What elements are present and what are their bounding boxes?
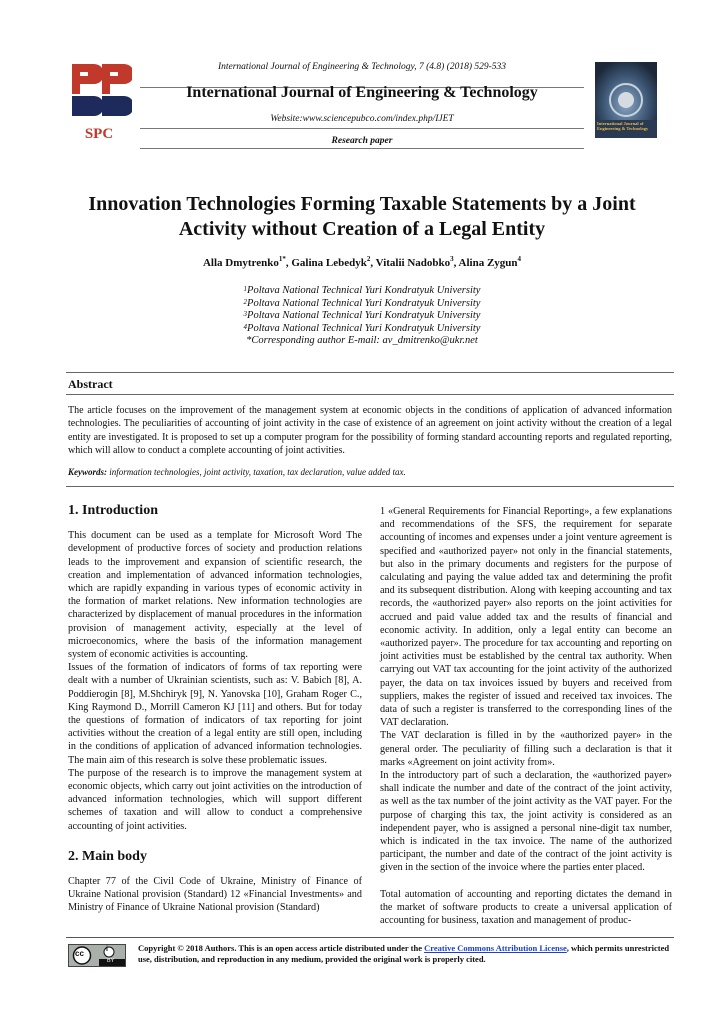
license-link[interactable]: Creative Commons Attribution License	[424, 943, 567, 953]
cc-cc-icon: cc	[75, 949, 84, 958]
author-sup: 1*	[278, 255, 286, 263]
corresponding-author: *Corresponding author E-mail: av_dmitrenko@ukr.net	[246, 335, 478, 346]
header-rule	[140, 128, 584, 129]
left-column	[68, 504, 362, 915]
paragraph: In the introductory part of such a declaration, the «authorized payer» shall indicate the number and date of the contract of the joint activity, as well as the tax number of the joint activity as the VAT payer. For the purpose of charging this tax, the joint activity is considered as an independent payer, who is assigned a personal nine-digit tax number, which is indicated in the tax invoice. The name of the authorized participant, the number and date of the contract of the joint activity is given in the section of the invoice where the parties enter placed.	[380, 770, 672, 874]
section-rule	[66, 372, 674, 373]
journal-cover-image	[595, 62, 657, 138]
affiliation: $^1$Poltava National Technical Yuri Kondratyuk University	[243, 285, 481, 296]
author-sup: 2	[366, 255, 371, 263]
header-rule	[140, 148, 584, 149]
copyright-text: , which permits unrestricted use, distribution, and reproduction in any medium, provided the original work is properly cited.	[138, 943, 670, 964]
copyright-text: Copyright © 2018 Authors. This is an open access article distributed under the	[138, 943, 425, 953]
affiliation: $^4$Poltava National Technical Yuri Kondratyuk University	[243, 322, 481, 334]
logo-text: SPC	[84, 126, 114, 142]
paragraph: The purpose of the research is to improve the management system at economic objects, which carry out joint activities on the introduction of advanced information technologies, which will support different schemes of taxation and will allow to conduct a comprehensive accounting of joint activities.	[68, 767, 362, 832]
keywords: Keywords: information technologies, joint activity, taxation, tax declaration, value added tax.	[68, 467, 406, 477]
keywords-text: information technologies, joint activity, taxation, tax declaration, value added tax.	[109, 467, 406, 477]
affiliation: $^3$Poltava National Technical Yuri Kondratyuk University	[243, 310, 481, 321]
footer-rule	[66, 937, 674, 938]
abstract-heading: Abstract	[68, 377, 113, 391]
paragraph: Total automation of accounting and reporting dictates the demand in the market of software products to create a universal application of accounting for business, taxation and management of produc-	[380, 888, 672, 927]
publisher-logo	[66, 60, 132, 150]
author-list: Alla Dmytrenko$^{1*}$, Galina Lebedyk$^2$, Vitalii Nadobko$^3$, Alina Zygun$^4$	[202, 255, 522, 269]
author-name: Galina Lebedyk	[291, 257, 367, 269]
affiliation: $^2$Poltava National Technical Yuri Kondratyuk University	[243, 297, 481, 309]
author-name: Vitalii Nadobko	[375, 257, 451, 269]
journal-website: Website:www.sciencepubco.com/index.php/IJET	[270, 114, 454, 124]
journal-name: International Journal of Engineering & Technology	[186, 84, 538, 101]
section-heading-main-body: 2. Main body	[68, 848, 147, 864]
cc-by-label: BY	[107, 958, 115, 964]
paper-title	[50, 192, 674, 242]
abstract-text: The article focuses on the improvement of the management system at economic objects in the conditions of application of advanced information technologies. The peculiarities of accounting of joint activity in the case of existence of an agreement on joint activity without the creation of a legal entity are investigated. It is proposed to set up a computer program for the possibility of forming standard accounting reports and regulated reporting, which will allow to conduct a complete accounting of joint activities.	[68, 405, 672, 456]
author-sup: 4	[517, 255, 522, 263]
author-name: Alla Dmytrenko	[202, 257, 279, 269]
paragraph: 1 «General Requirements for Financial Reporting», a few explanations and recommendations of the SFS, the requirement for separate accounting of incomes and expenses under a joint venture agreement is specified and «authorized payer» not only in the financial statements, but also in the primary documents and registers for the purpose of calculating and paying the value added tax and determining the profit and its subsequent distribution. Along with keeping accounting and tax records, the «authorized payer» also reports on the joint activities for accrued and paid value added tax and the results of financial and economic activity. In addition, only a legal entity can become an «authorized payer». The procedure for tax accounting and reporting on joint activities must be established by the central tax authority. When carrying out VAT tax accounting for the joint activity of the authorized payer, the data on tax invoices issued by buyers and received from suppliers, makes the register of issued and received tax invoices. The data of such a register is transferred to the corresponding lines of the VAT declaration.	[380, 506, 672, 729]
paragraph: This document can be used as a template for Microsoft Word The development of productive forces of society and production relations leads to the improvement and expansion of scientific research, the creation and implementation of advanced information technologies, which are rapidly expanding in various types of economic activity in the formation of market relations. New information technologies are characterized by displacement of manual procedures in the information provision of management activity, especially at the level of microeconomics, where the basis of the information management system of economic activities is accounting.	[68, 530, 362, 661]
paper-type: Research paper	[331, 136, 393, 146]
section-rule	[66, 486, 674, 487]
paragraph: Issues of the formation of indicators of forms of tax reporting were dealt with a number of Ukrainian scientists, such as: V. Babich [8], A. Poddierogin [8], M.Shchiryk [9], N. Yanovska [10], Graham Roger C., King Raymond D., Morrill Cameron KJ [11] and others. But for today the questions of formation of indicators of tax reporting for joint activities without the creation of a legal entity are still open, including in the conditions of application of advanced information technologies. The main aim of this research is solve these problematic issues.	[68, 662, 362, 766]
cc-license-badge	[68, 944, 126, 967]
paragraph: The VAT declaration is filled in by the «authorized payer» in the general order. The peculiarity of filling such a declaration is that it marks «Agreement on joint activity from».	[380, 730, 672, 768]
title-line: Activity without Creation of a Legal Entity	[178, 218, 546, 240]
paragraph: Chapter 77 of the Civil Code of Ukraine, Ministry of Finance of Ukraine National provision (Standard) 12 «Financial Investments» and Ministry of Finance of Ukraine National provision (Standard)	[68, 876, 362, 914]
cover-title: International Journal of Engineering & Technology	[597, 121, 649, 131]
title-line: Innovation Technologies Forming Taxable Statements by a Joint	[88, 193, 636, 215]
author-name: Alina Zygun	[458, 257, 518, 269]
journal-citation: International Journal of Engineering & Technology, 7 (4.8) (2018) 529-533	[217, 62, 507, 72]
keywords-label: Keywords	[68, 467, 104, 477]
affiliations	[50, 285, 674, 348]
author-sup: 3	[450, 255, 454, 263]
right-column	[380, 505, 672, 927]
copyright-notice	[138, 943, 674, 965]
section-rule	[66, 394, 674, 395]
section-heading-introduction: 1. Introduction	[68, 503, 158, 518]
cc-by-icon: i	[106, 946, 108, 953]
